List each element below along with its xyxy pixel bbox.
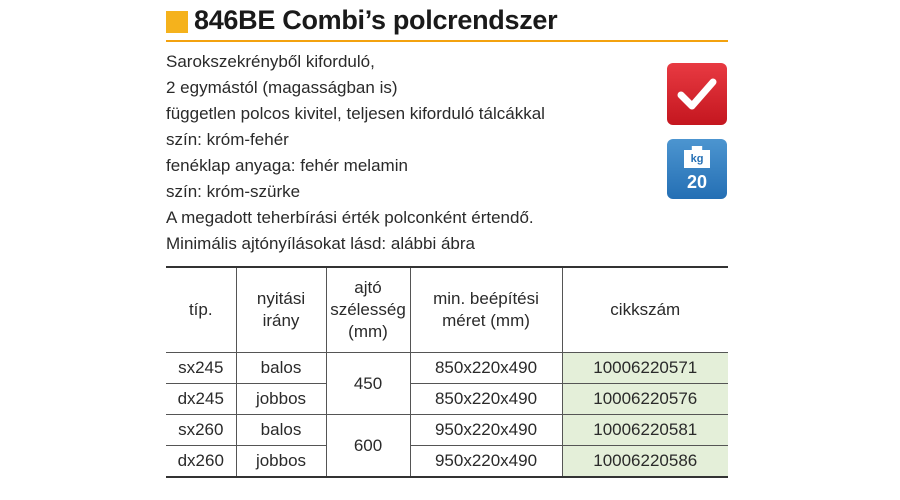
table-row <box>166 384 728 415</box>
cell-install-size: 850x220x490 <box>410 353 562 384</box>
weight-icon <box>667 139 727 199</box>
cell-install-size: 850x220x490 <box>410 384 562 415</box>
cell-item-code: 10006220586 <box>562 446 728 478</box>
page-title: 846BE Combi’s polcrendszer <box>194 5 558 35</box>
title-square-icon <box>166 11 188 33</box>
cell-install-size: 950x220x490 <box>410 415 562 446</box>
header-item-code: cikkszám <box>562 267 728 353</box>
weight-value: 20 <box>686 172 708 192</box>
header-type: típ. <box>166 267 236 353</box>
header-direction: nyitási irány <box>236 267 326 353</box>
table-row <box>166 415 728 446</box>
weight-unit: kg <box>690 153 704 165</box>
cell-item-code: 10006220581 <box>562 415 728 446</box>
cell-item-code: 10006220576 <box>562 384 728 415</box>
description-line: szín: króm-fehér <box>166 130 289 149</box>
cell-item-code: 10006220571 <box>562 353 728 384</box>
description-line: Sarokszekrényből kiforduló, <box>166 52 375 71</box>
description-line: Minimális ajtónyílásokat lásd: alábbi ábra <box>166 234 475 253</box>
cell-type: dx260 <box>166 446 236 478</box>
cell-type: sx260 <box>166 415 236 446</box>
description-line: független polcos kivitel, teljesen kiforduló tálcákkal <box>166 104 545 123</box>
description-line: szín: króm-szürke <box>166 182 301 201</box>
cell-type: dx245 <box>166 384 236 415</box>
cell-direction: balos <box>236 353 326 384</box>
table-row <box>166 446 728 478</box>
title-bar <box>166 4 728 42</box>
header-install-size: min. beépítési méret (mm) <box>410 267 562 353</box>
cell-door-width: 600 <box>326 415 410 478</box>
cell-direction: jobbos <box>236 446 326 478</box>
table-header-row <box>166 267 728 353</box>
cell-door-width: 450 <box>326 353 410 415</box>
header-door-width: ajtó szélesség (mm) <box>326 267 410 353</box>
checkmark-icon <box>667 63 727 125</box>
cell-direction: jobbos <box>236 384 326 415</box>
description-line: 2 egymástól (magasságban is) <box>166 78 398 97</box>
description-line: fenéklap anyaga: fehér melamin <box>166 156 408 175</box>
description-line: A megadott teherbírási érték polconként értendő. <box>166 208 534 227</box>
description-list <box>166 49 646 257</box>
cell-direction: balos <box>236 415 326 446</box>
table-row <box>166 353 728 384</box>
cell-install-size: 950x220x490 <box>410 446 562 478</box>
spec-table <box>166 266 728 478</box>
cell-type: sx245 <box>166 353 236 384</box>
